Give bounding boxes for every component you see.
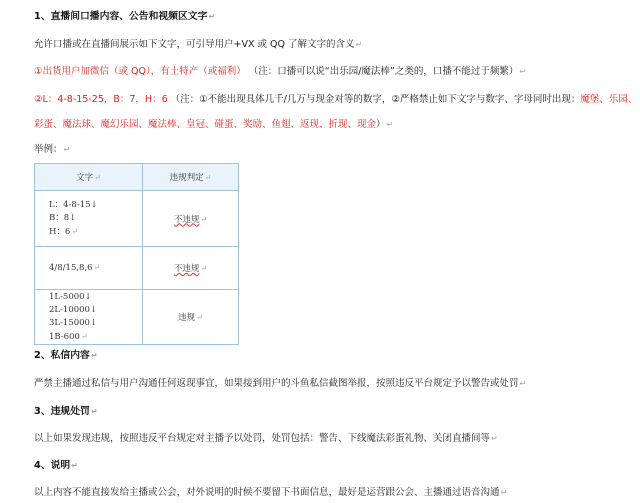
table-row — [35, 290, 239, 345]
section-1-intro — [34, 38, 634, 52]
table-header-verdict — [143, 164, 239, 191]
item-1-red-text: ①出货用户加微信（或 QQ），有土特产（或福利） — [34, 66, 246, 77]
section-2-body-text: 严禁主播通过私信与用户沟通任何返现事宜，如果接到用户的斗鱼私信截图举报，按照违反平台规定予以警告或处罚 — [34, 378, 519, 389]
paragraph-mark: ↵ — [491, 434, 498, 443]
paragraph-mark: ↵ — [71, 226, 79, 236]
paragraph-mark: ↵ — [80, 331, 88, 341]
section-1-intro-text: 允许口播或在直播间展示如下文字，可引导用户+VX 或 QQ 了解文字的含义 — [34, 39, 355, 50]
section-3-body — [34, 432, 634, 446]
header-label: 违规判定 — [169, 173, 204, 183]
item-2 — [34, 93, 638, 107]
paragraph-mark: ↵ — [71, 461, 78, 470]
paragraph-mark: ↵ — [500, 488, 508, 497]
verdict-text: 不违规 — [173, 264, 200, 274]
paragraph-mark: ↵ — [90, 407, 98, 416]
cell-line: 3L-15000↓ — [49, 317, 98, 328]
paragraph-mark: ↵ — [200, 214, 208, 224]
cell-line: 1L-5000↓ — [49, 291, 92, 302]
paragraph-mark: ↵ — [93, 263, 101, 272]
section-1-heading-text: 1、直播间口播内容、公告和视频区文字 — [34, 11, 208, 22]
item-1 — [34, 65, 634, 79]
example-label-text: 举例： — [34, 144, 63, 155]
table-cell-verdict — [143, 290, 239, 345]
example-label — [34, 143, 634, 157]
verdict-text: 不违规 — [173, 214, 200, 225]
paragraph-mark: ↵ — [196, 313, 203, 322]
cell-line: B：8↓ — [49, 212, 77, 223]
table-cell-verdict — [143, 191, 239, 247]
section-3-heading-text: 3、违规处罚 — [34, 406, 90, 417]
item-2-end: ） — [376, 119, 386, 130]
paragraph-mark: ↵ — [90, 351, 98, 360]
section-4-heading — [34, 459, 634, 473]
table-cell-text — [35, 247, 143, 290]
section-1-heading — [34, 10, 634, 24]
item-1-note: （注：口播可以说“出乐园/魔法棒”之类的，口播不能过于频繁） — [248, 66, 519, 77]
paragraph-mark: ↵ — [63, 145, 71, 154]
paragraph-mark: ↵ — [519, 379, 527, 388]
item-2-continued — [34, 118, 634, 132]
verdict-text: 违规 — [178, 313, 196, 323]
cell-line: 4/8/15,8,6 — [49, 263, 93, 273]
paragraph-mark: ↵ — [208, 12, 216, 21]
item-2-red-text: ②L：4-8-15-25，B：7，H：6 — [34, 94, 168, 105]
cell-line — [49, 330, 142, 344]
section-4-body — [34, 486, 634, 500]
table-cell-verdict — [143, 247, 239, 290]
example-table — [34, 163, 239, 345]
cell-line: L：4-8-15↓ — [49, 199, 98, 210]
paragraph-mark: ↵ — [204, 173, 212, 182]
section-2-heading — [34, 349, 634, 363]
item-2-note: （注：①不能出现具体几千/几万与现金对等的数字，②严格禁止如下文字与数字、字母同时出现： — [170, 94, 581, 105]
cell-line-text: 1B-600 — [49, 331, 80, 342]
paragraph-mark: ↵ — [355, 40, 363, 49]
section-4-heading-text: 4、说明 — [34, 460, 71, 471]
table-cell-text — [35, 290, 143, 345]
table-cell-text — [35, 191, 143, 247]
section-2-body — [34, 377, 634, 391]
table-row — [35, 191, 239, 247]
cell-line — [49, 225, 142, 239]
paragraph-mark: ↵ — [386, 120, 394, 129]
item-2-terms-line2: 彩蛋、魔法球、魔幻乐园、魔法棒、皇冠、碰蛋、奖励、鱼翅、返现、折现、现金 — [34, 119, 377, 130]
table-header-text — [35, 164, 143, 191]
section-3-body-text: 以上如果发现违规，按照违反平台规定对主播予以处罚，处罚包括：警告、下线魔法彩蛋礼物、关闭直播间等 — [34, 433, 491, 444]
cell-line: 2L-10000↓ — [49, 304, 98, 315]
item-2-terms-inline: 魔堡、乐园、 — [580, 94, 638, 105]
paragraph-mark: ↵ — [519, 67, 527, 76]
section-3-heading — [34, 405, 634, 419]
cell-line-text: H：6 — [49, 226, 71, 237]
section-4-body-text: 以上内容不能直接发给主播或公会，对外说明的时候不要留下书面信息，最好是运营跟公会、主播通过语音沟通 — [34, 487, 500, 498]
section-2-heading-text: 2、私信内容 — [34, 350, 90, 361]
table-header-row — [35, 164, 239, 191]
paragraph-mark: ↵ — [94, 173, 101, 182]
table-row — [35, 247, 239, 290]
paragraph-mark: ↵ — [200, 264, 208, 273]
header-label: 文字 — [76, 173, 94, 183]
